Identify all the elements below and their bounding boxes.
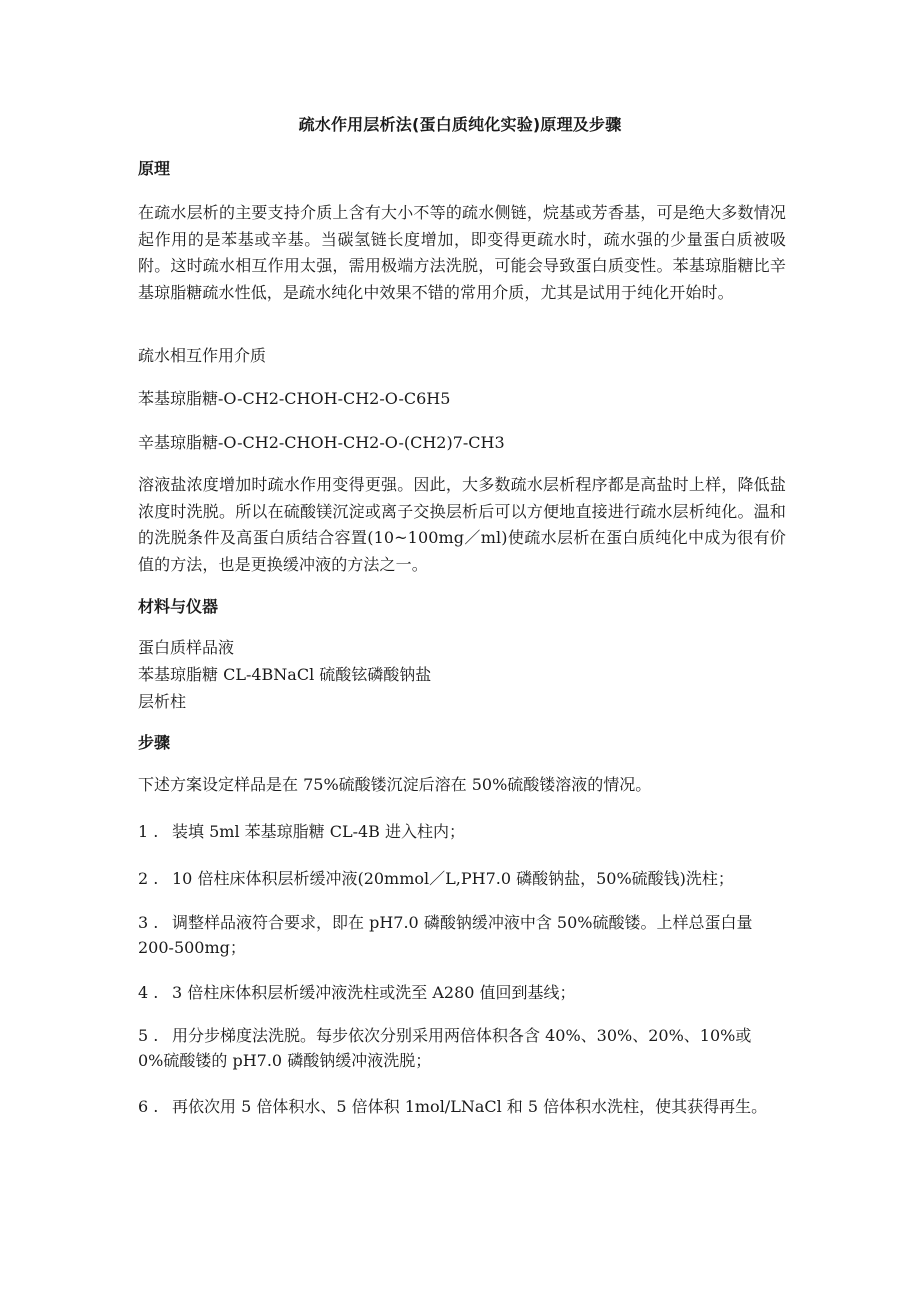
- materials-heading: 材料与仪器: [138, 597, 219, 616]
- step-text: 3 倍柱床体积层析缓冲液洗柱或洗至 A280 值回到基线；: [172, 983, 576, 1002]
- step-number: 1 .: [138, 822, 159, 841]
- step-item: [138, 980, 798, 1005]
- step-text: 10 倍柱床体积层析缓冲液(20mmol／L,PH7.0 磷酸钠盐，50%硫酸钱)洗柱；: [172, 869, 734, 888]
- list-item: 苯基琼脂糖 CL-4BNaCl 硫酸铉磷酸钠盐: [138, 665, 432, 684]
- step-number: 2 .: [138, 869, 159, 888]
- step-number: 3 .: [138, 913, 159, 932]
- step-text: 用分步梯度法洗脱。每步依次分别采用两倍体积各含 40%、30%、20%、10%或 0%硫酸镂的 pH7.0 磷酸钠缓冲液洗脱；: [138, 1026, 752, 1070]
- steps-intro: 下述方案设定样品是在 75%硫酸镂沉淀后溶在 50%硫酸镂溶液的情况。: [138, 775, 652, 794]
- step-text: 调整样品液符合要求，即在 pH7.0 磷酸钠缓冲液中含 50%硫酸镂。上样总蛋白量 200-500mg；: [138, 913, 753, 957]
- salt-concentration-paragraph: 溶液盐浓度增加时疏水作用变得更强。因此，大多数疏水层析程序都是高盐时上样，降低盐浓度时洗脱。所以在硫酸镁沉淀或离子交换层析后可以方便地直接进行疏水层析纯化。温和的洗脱条件及高蛋白质结合容置(10~100mg／ml)使疏水层析在蛋白质纯化中成为很有价值的方法，也是更换缓冲液的方法之一。: [138, 475, 786, 574]
- step-item: [138, 910, 778, 960]
- principle-paragraph: 在疏水层析的主要支持介质上含有大小不等的疏水侧链，烷基或芳香基，可是绝大多数情况起作用的是苯基或辛基。当碳氢链长度增加，即变得更疏水时，疏水强的少量蛋白质被吸附。这时疏水相互作用太强，需用极端方法洗脱，可能会导致蛋白质变性。苯基琼脂糖比辛基琼脂糖疏水性低，是疏水纯化中效果不错的常用介质，尤其是试用于纯化开始时。: [138, 203, 786, 302]
- step-number: 4 .: [138, 983, 159, 1002]
- step-item: [138, 866, 798, 891]
- step-number: 5 .: [138, 1026, 159, 1045]
- octyl-sepharose-formula: 辛基琼脂糖-O-CH2-CHOH-CH2-O-(CH2)7-CH3: [138, 433, 505, 452]
- step-item: [138, 1023, 778, 1073]
- steps-heading: 步骤: [138, 733, 171, 752]
- principle-heading: 原理: [138, 159, 171, 178]
- step-item: [138, 819, 798, 844]
- step-item: [138, 1094, 798, 1119]
- media-label: 疏水相互作用介质: [138, 346, 267, 365]
- step-text: 再依次用 5 倍体积水、5 倍体积 1mol/LNaCl 和 5 倍体积水洗柱，使其获得再生。: [172, 1097, 768, 1116]
- step-number: 6 .: [138, 1097, 159, 1116]
- step-text: 装填 5ml 苯基琼脂糖 CL-4B 进入柱内；: [172, 822, 466, 841]
- materials-list: [138, 634, 798, 715]
- list-item: 层析柱: [138, 692, 187, 711]
- page-title: 疏水作用层析法(蛋白质纯化实验)原理及步骤: [298, 115, 622, 134]
- list-item: 蛋白质样品液: [138, 638, 235, 657]
- phenyl-sepharose-formula: 苯基琼脂糖-O-CH2-CHOH-CH2-O-C6H5: [138, 389, 451, 408]
